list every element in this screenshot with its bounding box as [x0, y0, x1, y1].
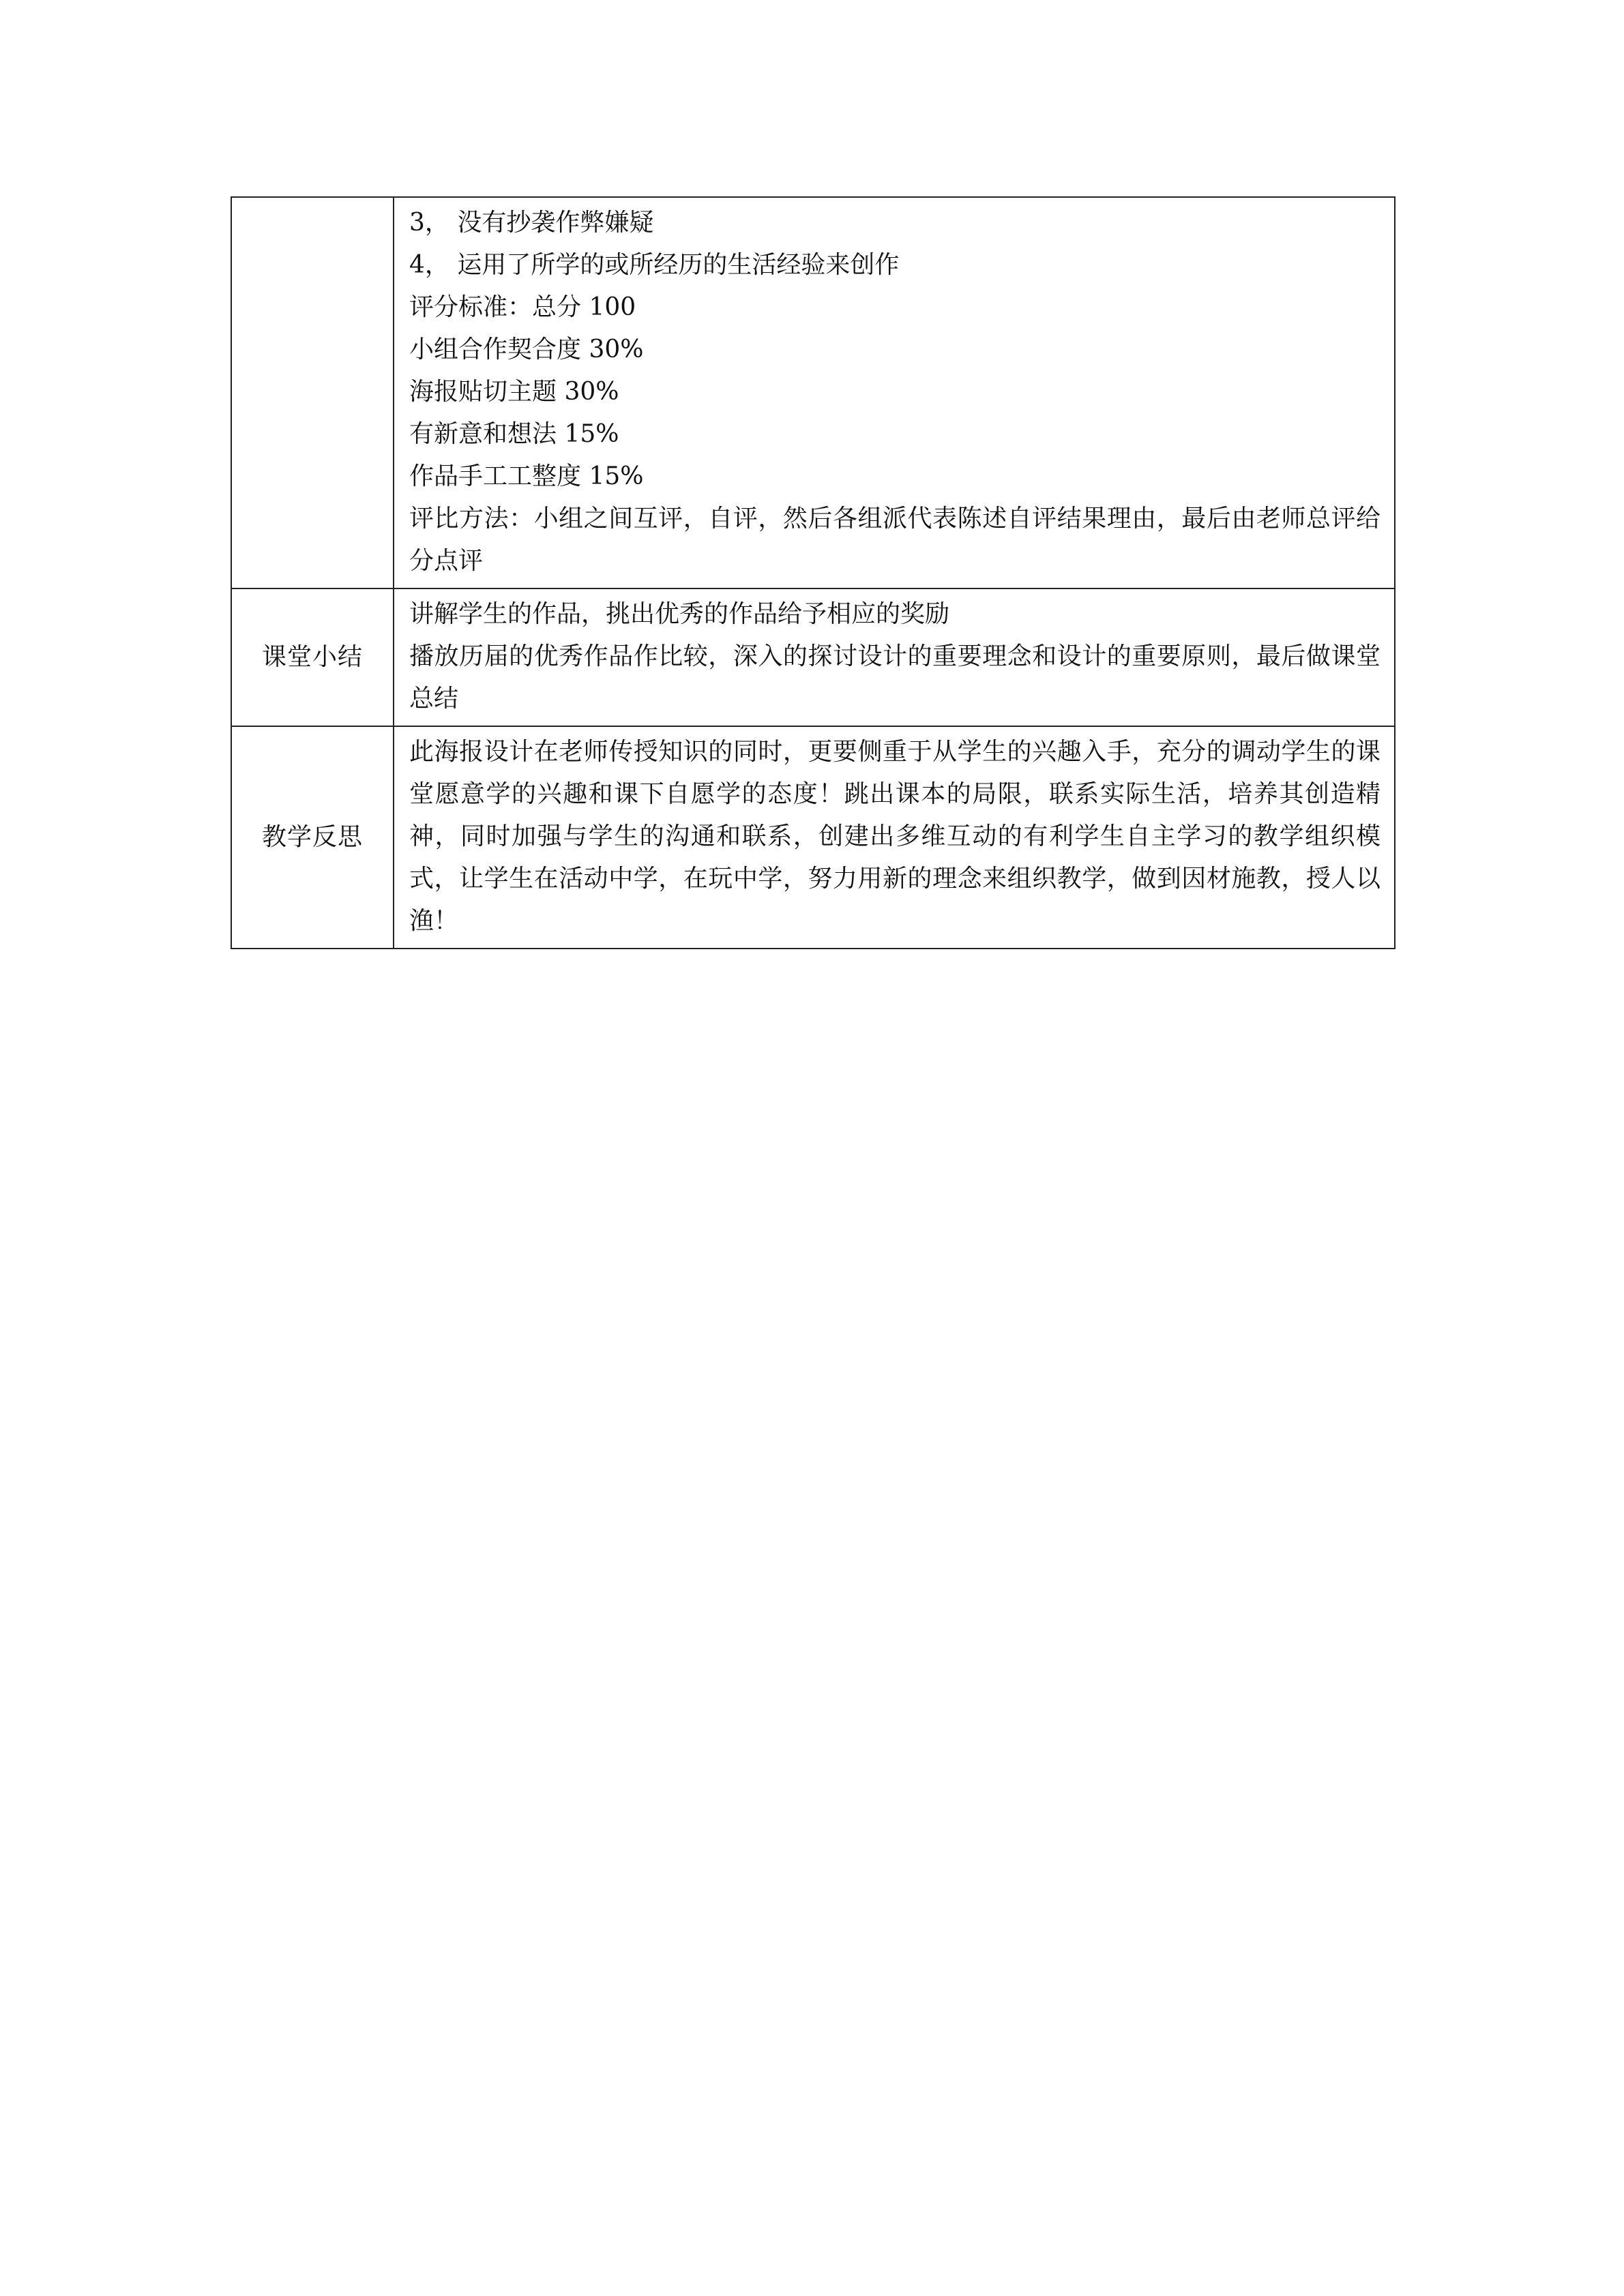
- criteria-line: 3， 没有抄袭作弊嫌疑: [409, 209, 654, 237]
- reflection-label: 教学反思: [231, 726, 394, 949]
- scoring-total: 评分标准：总分 100: [409, 293, 636, 321]
- summary-label: 课堂小结: [231, 588, 394, 726]
- scoring-item: 有新意和想法 15%: [409, 420, 619, 448]
- scoring-item: 作品手工工整度 15%: [409, 462, 644, 490]
- summary-paragraph: 讲解学生的作品，挑出优秀的作品给予相应的奖励: [409, 600, 950, 628]
- table-row-summary: [231, 588, 1395, 726]
- lesson-plan-table: [231, 196, 1396, 949]
- criteria-label-cell: [231, 197, 394, 588]
- evaluation-method: 评比方法：小组之间互评，自评，然后各组派代表陈述自评结果理由，最后由老师总评给分点评: [409, 505, 1381, 575]
- criteria-line: 4， 运用了所学的或所经历的生活经验来创作: [409, 251, 900, 279]
- reflection-paragraph: 此海报设计在老师传授知识的同时，更要侧重于从学生的兴趣入手，充分的调动学生的课堂愿意学的兴趣和课下自愿学的态度！跳出课本的局限，联系实际生活，培养其创造精神，同时加强与学生的沟通和联系，创建出多维互动的有利学生自主学习的教学组织模式，让学生在活动中学，在玩中学，努力用新的理念来组织教学，做到因材施教，授人以渔！: [409, 738, 1381, 935]
- reflection-content-cell: [394, 726, 1395, 949]
- table-row-reflection: [231, 726, 1395, 949]
- summary-paragraph: 播放历届的优秀作品作比较，深入的探讨设计的重要理念和设计的重要原则，最后做课堂总结: [409, 642, 1381, 713]
- table-row-criteria: [231, 197, 1395, 588]
- scoring-item: 海报贴切主题 30%: [409, 378, 619, 406]
- criteria-content-cell: [394, 197, 1395, 588]
- summary-content-cell: [394, 588, 1395, 726]
- scoring-item: 小组合作契合度 30%: [409, 336, 644, 363]
